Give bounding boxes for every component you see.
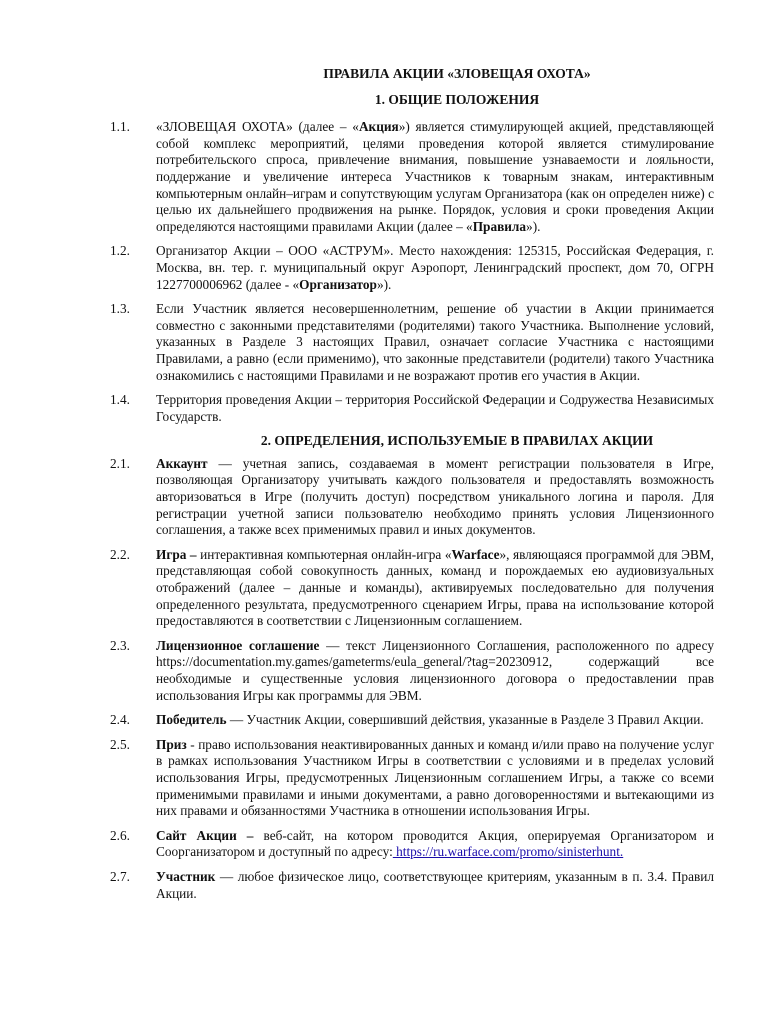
clause-number: 2.4. <box>110 712 130 728</box>
section-heading: 2. ОПРЕДЕЛЕНИЯ, ИСПОЛЬЗУЕМЫЕ В ПРАВИЛАХ АКЦИИ <box>260 433 654 449</box>
clause-number: 2.6. <box>110 827 130 843</box>
bold-term: Победитель <box>156 712 227 728</box>
bold-term: Организатор <box>299 276 377 292</box>
clause-number: 2.7. <box>110 868 130 884</box>
document-title: ПРАВИЛА АКЦИИ «ЗЛОВЕЩАЯ ОХОТА» <box>323 66 591 81</box>
clause-text <box>156 301 714 384</box>
clause-number: 1.4. <box>110 392 130 408</box>
clause-item <box>110 301 714 384</box>
clause-number: 2.3. <box>110 637 130 653</box>
clause-fragment: — любое физическое лицо, соответствующее критериям, указанным в п. 3.4. Правил Акции. <box>156 868 714 901</box>
clause-text <box>156 547 714 630</box>
clause-item <box>110 828 714 861</box>
clause-fragment: ») является стимулирующей акцией, представляющей собой комплекс мероприятий, целями проведения которой является стимулирование потребительского спроса, привлечение внимания, повышение узнаваемости и лояльности, поддержание и увеличение интереса Участников к товарным знакам, интерактивным компьютерным онлайн–играм и сопутствующим услугам Организатора (как он определен ниже) с целью их дальнейшего продвижения на рынке. Порядок, условия и сроки проведения Акции определяются настоящими правилами Акции (далее – « <box>156 119 714 234</box>
bold-term: Игра – <box>156 546 197 562</box>
clause-item <box>110 456 714 539</box>
bold-term: Участник <box>156 868 216 884</box>
bold-term: Warface <box>451 546 500 562</box>
bold-term: Акция <box>358 119 399 135</box>
clause-fragment: - право использования неактивированных данных и команд и/или право на получение услуг в рамках использования Участником Игры в соответствии с условиями и в пределах условий использования Игры, предусмотренных Лицензионным соглашением Игры, а также со всеми применимыми правилами и иными документами, а равно договоренностями и вытекающими из них правами и обязанностями Участника в отношении использования Игры. <box>156 736 714 819</box>
clause-text <box>156 737 714 820</box>
clause-fragment: — текст Лицензионного Соглашения, расположенного по адресу https://documentation.my.games/gameterms/eula_general/?tag=20230912, содержащий все необходимые и существенные условия лицензионного договора о предоставлении прав использования Игры как программы для ЭВМ. <box>156 637 714 703</box>
clause-fragment: интерактивная компьютерная онлайн-игра « <box>196 546 452 562</box>
clause-number: 2.2. <box>110 546 130 562</box>
clause-text <box>156 869 714 902</box>
clause-number: 1.1. <box>110 119 130 135</box>
clause-text <box>156 243 714 293</box>
clause-fragment: веб-сайт, на котором проводится Акция, оперируемая Организатором и Соорганизатором и доступный по адресу: <box>156 827 714 860</box>
clause-text <box>156 638 714 704</box>
clause-fragment: — Участник Акции, совершивший действия, указанные в Разделе 3 Правил Акции. <box>226 712 704 728</box>
clause-text <box>156 392 714 425</box>
clause-item <box>110 737 714 820</box>
clause-text <box>156 828 714 861</box>
clause-item <box>110 547 714 630</box>
clause-item <box>110 638 714 704</box>
clause-fragment: — учетная запись, создаваемая в момент регистрации пользователя в Игре, позволяющая Организатору учитывать каждого пользователя и предоставлять возможность авторизоваться в Игре (получить доступ) посредством уникального логина и пароля. Для регистрации учетной записи пользователю необходимо принять условия Лицензионного соглашения, а также всех применимых правил и иных документов. <box>156 455 714 538</box>
clause-item <box>110 392 714 425</box>
clause-item <box>110 712 714 729</box>
clause-fragment: », являющаяся программой для ЭВМ, представляющая собой совокупность данных, команд и порождаемых ею аудиовизуальных отображений (далее – данные и команды), активируемых последовательно для получения определенного результата, предусмотренного сценарием Игры, права на использование которой предоставляются в соответствии с Лицензионным соглашением. <box>156 546 714 629</box>
document-body <box>110 92 714 903</box>
clause-number: 2.1. <box>110 455 130 471</box>
clause-text <box>156 119 714 235</box>
clause-item <box>110 243 714 293</box>
clause-number: 1.3. <box>110 301 130 317</box>
bold-term: Лицензионное соглашение <box>156 637 320 653</box>
clause-number: 1.2. <box>110 243 130 259</box>
bold-term: Приз <box>156 736 187 752</box>
clause-item <box>110 869 714 902</box>
promo-link[interactable]: https://ru.warface.com/promo/sinisterhunt. <box>392 844 624 860</box>
clause-fragment: Территория проведения Акции – территория Российской Федерации и Содружества Независимых Государств. <box>156 392 714 424</box>
bold-term: Правила <box>472 218 527 234</box>
bold-term: Аккаунт <box>156 455 208 471</box>
clause-fragment: »). <box>376 276 392 292</box>
clause-text <box>156 456 714 539</box>
section-heading: 1. ОБЩИЕ ПОЛОЖЕНИЯ <box>374 91 540 107</box>
bold-term: Сайт Акции – <box>156 827 254 843</box>
clause-fragment: »). <box>526 218 541 234</box>
clause-item <box>110 119 714 235</box>
clause-fragment: «ЗЛОВЕЩАЯ ОХОТА» (далее – « <box>156 119 359 135</box>
clause-number: 2.5. <box>110 736 130 752</box>
clause-fragment: Организатор Акции – ООО «АСТРУМ». Место нахождения: 125315, Российская Федерация, г. Москва, вн. тер. г. муниципальный округ Аэропорт, Ленинградский проспект, дом 70, ОГРН 1227700006962 (далее - « <box>156 243 714 292</box>
clause-text <box>156 712 714 729</box>
clause-fragment: Если Участник является несовершеннолетним, решение об участии в Акции принимается совместно с законными представителями (родителями) такого Участника. Выполнение условий, указанных в Разделе 3 настоящих Правил, означает согласие Участника с настоящими Правилами, а равно (если применимо), что законные представители (родители) такого Участника ознакомились с настоящими Правилами и не возражают против его участия в Акции. <box>156 301 714 383</box>
